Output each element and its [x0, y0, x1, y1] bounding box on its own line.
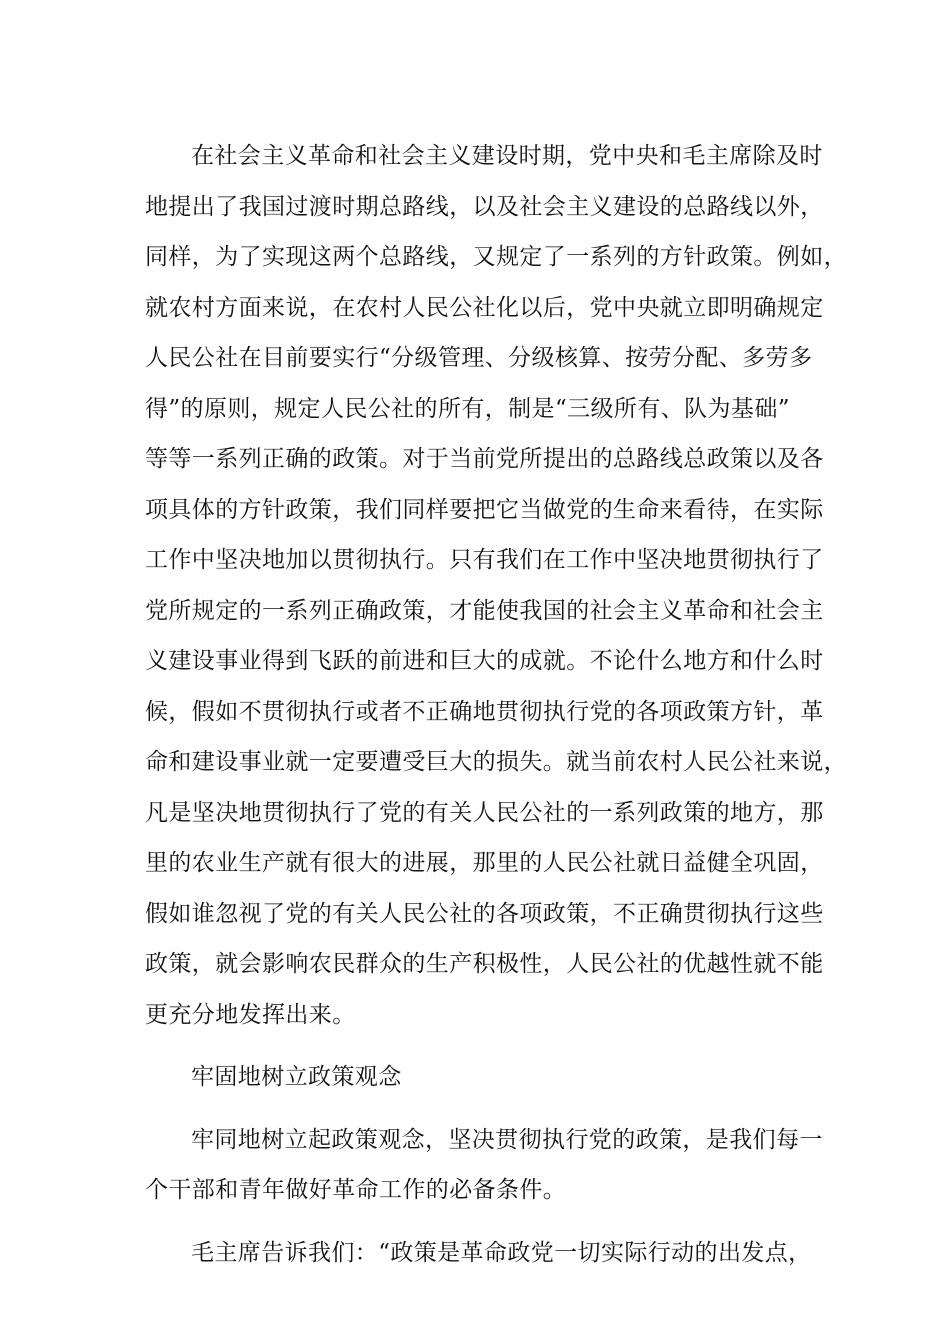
paragraph-policy-history: [145, 131, 847, 1040]
text-line: 义建设事业得到飞跃的前进和巨大的成就。不论什么地方和什么时: [145, 648, 824, 674]
text-line: 项具体的方针政策，我们同样要把它当做党的生命来看待，在实际: [145, 496, 824, 523]
text-line: 毛主席告诉我们：“政策是革命政党一切实际行动的出发点，: [191, 1239, 812, 1266]
section-heading: 牢固地树立政策观念: [191, 1064, 402, 1090]
text-line: 得”的原则，规定人民公社的所有，制是“三级所有、队为基础”: [145, 395, 790, 422]
text-line: 人民公社在目前要实行“分级管理、分级核算、按劳分配、多劳多: [145, 345, 813, 371]
text-line: 更充分地发挥出来。: [145, 1001, 356, 1028]
paragraph-policy-concept: [145, 1115, 835, 1216]
text-line: 假如谁忽视了党的有关人民公社的各项政策，不正确贯彻执行这些: [145, 900, 824, 927]
text-line: 党所规定的一系列正确政策，才能使我国的社会主义革命和社会主: [145, 597, 824, 624]
text-line: 里的农业生产就有很大的进展，那里的人民公社就日益健全巩固，: [145, 850, 824, 876]
text-line: 牢同地树立起政策观念，坚决贯彻执行党的政策，是我们每一: [191, 1126, 823, 1153]
text-line: 在社会主义革命和社会主义建设时期，党中央和毛主席除及时: [191, 143, 823, 169]
paragraph-chairman-quote: [145, 1228, 835, 1279]
text-line: 工作中坚决地加以贯彻执行。只有我们在工作中坚决地贯彻执行了: [145, 547, 824, 573]
text-line: 命和建设事业就一定要遭受巨大的损失。就当前农村人民公社来说，: [145, 749, 847, 775]
text-line: 就农村方面来说，在农村人民公社化以后，党中央就立即明确规定: [145, 294, 824, 321]
text-line: 同样，为了实现这两个总路线，又规定了一系列的方针政策。例如，: [145, 244, 847, 270]
text-line: 地提出了我国过渡时期总路线，以及社会主义建设的总路线以外，: [145, 193, 824, 220]
text-line: 个干部和青年做好革命工作的必备条件。: [145, 1177, 567, 1203]
text-line: 候，假如不贯彻执行或者不正确地贯彻执行党的各项政策方针，革: [145, 698, 824, 725]
document-body: [145, 131, 847, 1278]
text-line: 凡是坚决地贯彻执行了党的有关人民公社的一系列政策的地方，那: [145, 799, 824, 826]
text-line: 政策，就会影响农民群众的生产积极性，人民公社的优越性就不能: [145, 951, 824, 977]
text-line: 等等一系列正确的政策。对于当前党所提出的总路线总政策以及各: [145, 446, 824, 472]
